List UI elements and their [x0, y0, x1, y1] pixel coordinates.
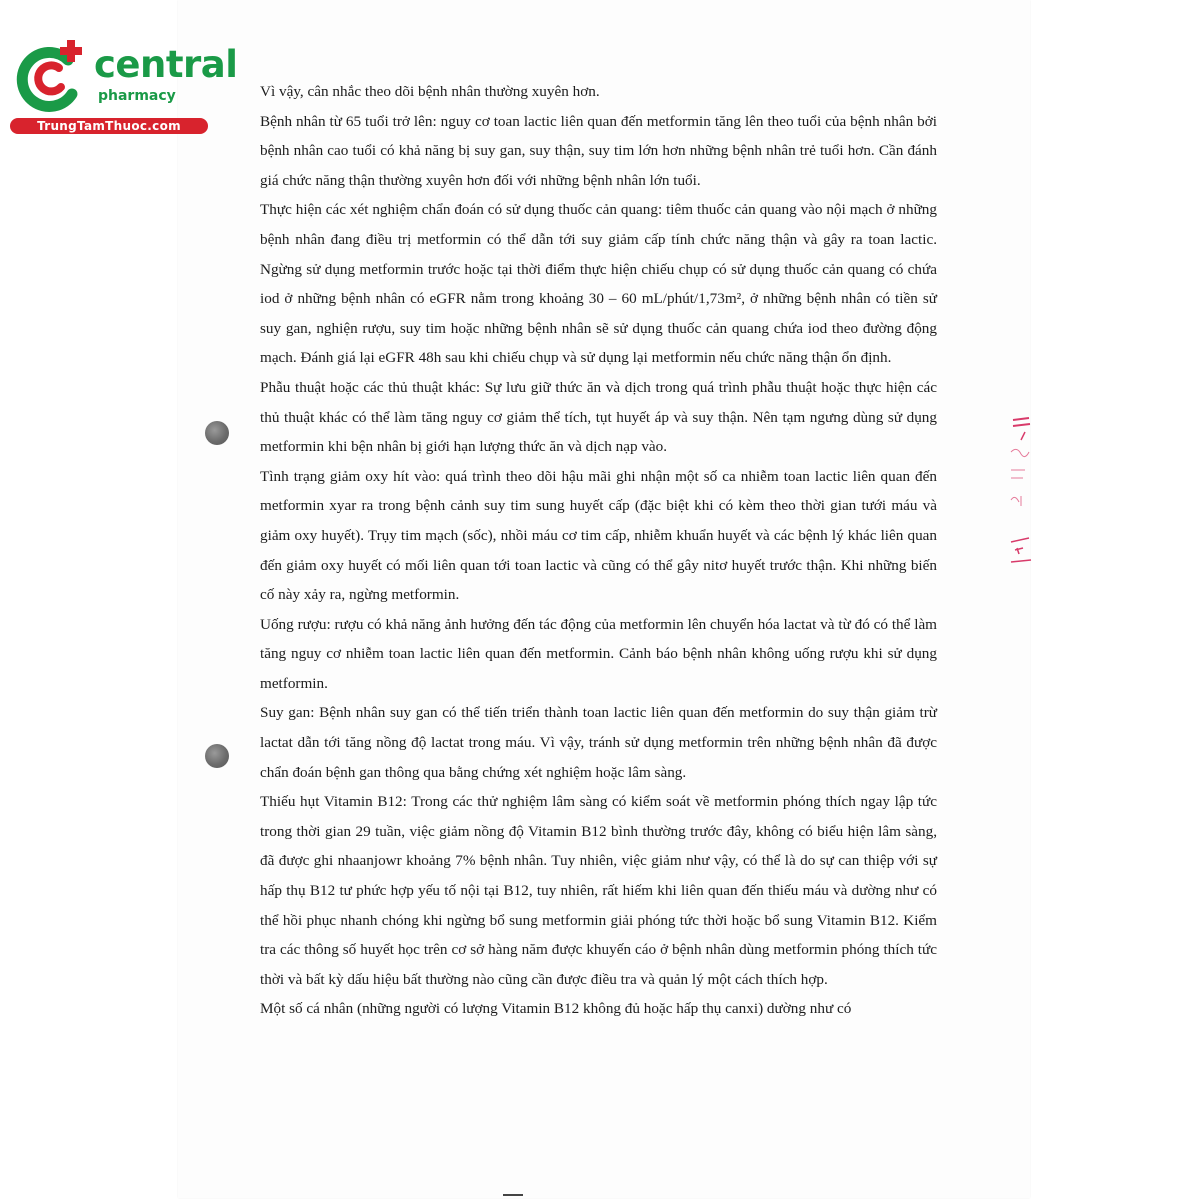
paragraph-elderly: Bệnh nhân từ 65 tuổi trở lên: nguy cơ toan lactic liên quan đến metformin tăng lên theo tuổi của bệnh nhân bởi bệnh nhân cao tuổi có khả năng bị suy gan, suy thận, suy tim lớn hơn những bệnh nhân trẻ tuổi hơn. Cần đánh giá chức năng thận thường xuyên hơn đối với những bệnh nhân lớn tuổi. [260, 112, 937, 189]
brand-name: central [94, 43, 238, 86]
paragraph-hypoxia: Tình trạng giảm oxy hít vào: quá trình theo dõi hậu mãi ghi nhận một số ca nhiễm toan lactic liên quan đến metformin xyar ra trong bệnh cảnh suy tim sung huyết cấp (đặc biệt khi có kèm theo thời gian tưới máu và giảm oxy huyết). Trụy tim mạch (sốc), nhồi máu cơ tim cấp, nhiễm khuẩn huyết và các bệnh lý khác liên quan đến giảm oxy huyết có mối liên quan tới toan lactic và cũng có thể gây nitơ huyết trước thận. Khi những biến cố này xảy ra, ngừng metformin. [260, 467, 937, 604]
punch-hole [205, 744, 229, 768]
brand-website[interactable]: TrungTamThuoc.com [10, 118, 208, 134]
brand-subtitle: pharmacy [98, 88, 176, 104]
paragraph-alcohol: Uống rượu: rượu có khả năng ảnh hưởng đến tác động của metformin lên chuyển hóa lactat và từ đó có thể làm tăng nguy cơ nhiễm toan lactic liên quan đến metformin. Cảnh báo bệnh nhân không uống rượu khi sử dụng metformin. [260, 615, 937, 692]
paragraph-hepatic: Suy gan: Bệnh nhân suy gan có thể tiến triển thành toan lactic liên quan đến metformin do suy thận giảm trừ lactat dẫn tới tăng nồng độ lactat trong máu. Vì vậy, tránh sử dụng metformin trên những bệnh nhân đã được chẩn đoán bệnh gan thông qua bằng chứng xét nghiệm hoặc lâm sàng. [260, 704, 937, 781]
paragraph-contrast: Thực hiện các xét nghiệm chẩn đoán có sử dụng thuốc cản quang: tiêm thuốc cản quang vào nội mạch ở những bệnh nhân đang điều trị metformin có thể dẫn tới suy giảm cấp tính chức năng thận và gây ra toan lactic. Ngừng sử dụng metformin trước hoặc tại thời điểm thực hiện chiếu chụp có sử dụng thuốc cản quang có chứa iod ở những bệnh nhân có eGFR nằm trong khoảng 30 – 60 mL/phút/1,73m², ở những bệnh nhân có tiền sử suy gan, nghiện rượu, suy tim hoặc những bệnh nhân sẽ sử dụng thuốc cản quang chứa iod theo đường động mạch. Đánh giá lại eGFR 48h sau khi chiếu chụp và sử dụng lại metformin nếu chức năng thận ổn định. [260, 201, 937, 367]
paragraph-continued: Một số cá nhân (những người có lượng Vitamin B12 không đủ hoặc hấp thụ canxi) dường như có [260, 1000, 852, 1018]
bleed-through-marks [1003, 410, 1043, 580]
pharmacy-cross-icon [10, 38, 90, 118]
punch-hole [205, 421, 229, 445]
paragraph-surgery: Phẫu thuật hoặc các thủ thuật khác: Sự lưu giữ thức ăn và dịch trong quá trình phẫu thuật hoặc thực hiện các thủ thuật khác có thể làm tăng nguy cơ giảm thể tích, tụt huyết áp và suy thận. Nên tạm ngưng dùng sử dụng metformin khi bện nhân bị giới hạn lượng thức ăn và dịch nạp vào. [260, 378, 937, 456]
central-pharmacy-logo[interactable] [10, 38, 238, 138]
document-body [260, 77, 937, 1024]
paragraph-vitamin-b12: Thiếu hụt Vitamin B12: Trong các thử nghiệm lâm sàng có kiểm soát về metformin phóng thích ngay lập tức trong thời gian 29 tuần, việc giảm nồng độ Vitamin B12 bình thường trước đây, không có biểu hiện lâm sàng, đã được ghi nhaanjowr khoảng 7% bệnh nhân. Tuy nhiên, việc giảm như vậy, có thể là do sự can thiệp với sự hấp thụ B12 tư phức hợp yếu tố nội tại B12, tuy nhiên, rất hiếm khi liên quan đến thiếu máu và dường như có thể hồi phục nhanh chóng khi ngừng bổ sung metformin giải phóng tức thời hoặc bổ sung Vitamin B12. Kiểm tra các thông số huyết học trên cơ sở hàng năm được khuyến cáo ở bệnh nhân dùng metformin phóng thích tức thời và bất kỳ dấu hiệu bất thường nào cũng cần được điều tra và quản lý một cách thích hợp. [260, 793, 937, 988]
paragraph-intro: Vì vậy, cân nhắc theo dõi bệnh nhân thường xuyên hơn. [260, 83, 600, 100]
scan-artifact [503, 1194, 523, 1196]
